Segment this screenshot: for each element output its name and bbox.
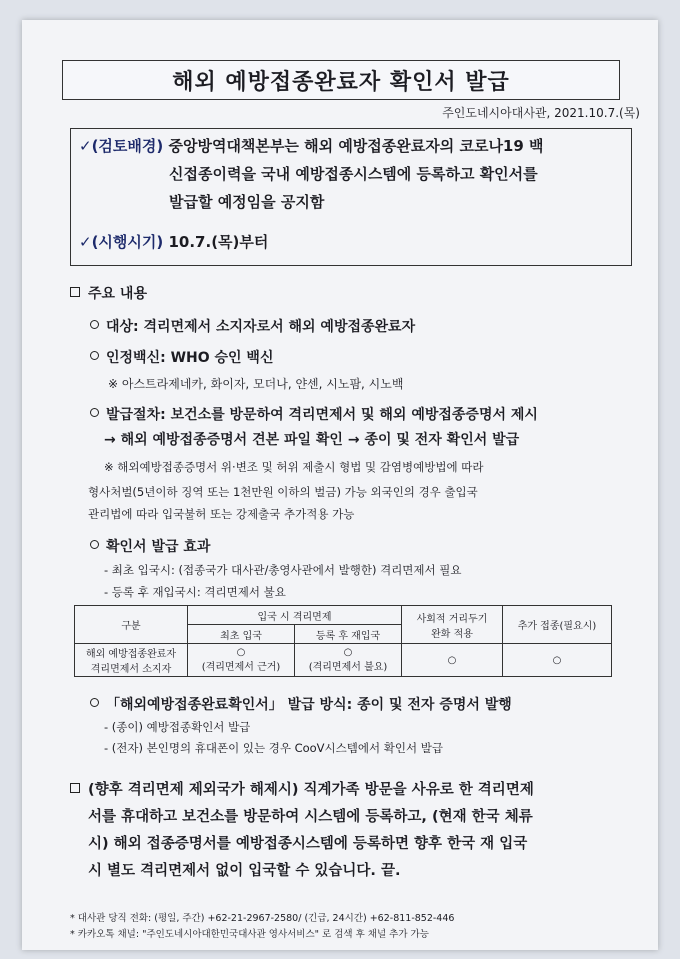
distancing-label-2: 완화 적용 bbox=[431, 628, 473, 640]
table-cell-first-entry bbox=[188, 644, 295, 677]
square-bullet-icon bbox=[70, 783, 80, 793]
distancing-label-1: 사회적 거리두기 bbox=[416, 613, 488, 625]
procedure-note-1: ※ 해외예방접종증명서 위·변조 및 허위 제출시 형법 및 감염병예방법에 따라 bbox=[104, 460, 484, 474]
background-line-1: 중앙방역대책본부는 해외 예방접종완료자의 코로나19 백 bbox=[168, 137, 544, 155]
issue-method-item bbox=[90, 694, 512, 714]
circle-bullet-icon bbox=[90, 351, 99, 360]
effective-label: (시행시기) bbox=[91, 233, 164, 251]
effect-text: 확인서 발급 효과 bbox=[106, 539, 211, 555]
closing-text-1: (향후 격리면제 제외국가 해제시) 직계가족 방문을 사유로 한 격리면제 bbox=[88, 782, 534, 798]
row-label-2: 격리면제서 소지자 bbox=[90, 664, 172, 675]
circle-bullet-icon bbox=[90, 408, 99, 417]
table-row bbox=[75, 644, 612, 677]
effective-row bbox=[79, 229, 268, 255]
main-heading bbox=[70, 283, 147, 303]
vaccine-text: 인정백신: WHO 승인 백신 bbox=[106, 350, 274, 366]
circle-bullet-icon bbox=[90, 320, 99, 329]
first-entry-note: (격리면제서 근거) bbox=[201, 662, 281, 673]
table-row bbox=[75, 606, 612, 625]
background-label: (검토배경) bbox=[91, 137, 164, 155]
background-line-2: 신접종이력을 국내 예방접종시스템에 등록하고 확인서를 bbox=[169, 165, 538, 183]
background-row bbox=[79, 133, 544, 159]
procedure-line-1: 발급절차: 보건소를 방문하여 격리면제서 및 해외 예방접종증명서 제시 bbox=[106, 407, 538, 423]
closing-line-1 bbox=[70, 778, 534, 799]
circle-mark: ○ bbox=[236, 647, 246, 658]
effect-reentry: - 등록 후 재입국시: 격리면제서 불요 bbox=[104, 585, 286, 599]
table-header-reentry: 등록 후 재입국 bbox=[295, 625, 402, 644]
check-icon: ✓ bbox=[79, 233, 92, 251]
footer-kakao: * 카카오톡 채널: "주인도네시아대한민국대사관 영사서비스" 로 검색 후 채널 추가 가능 bbox=[70, 929, 429, 940]
table-header-distancing bbox=[402, 606, 503, 644]
title-text: 해외 예방접종완료자 확인서 발급 bbox=[172, 69, 510, 95]
procedure-line-2: → 해외 예방접종증명서 견본 파일 확인 → 종이 및 전자 확인서 발급 bbox=[104, 432, 520, 448]
background-box bbox=[70, 128, 632, 266]
vaccine-list: ※ 아스트라제네카, 화이자, 모더나, 얀센, 시노팜, 시노백 bbox=[108, 377, 404, 391]
effect-table bbox=[74, 605, 612, 677]
closing-line-3: 시) 해외 접종증명서를 예방접종시스템에 등록하면 향후 한국 재 입국 bbox=[88, 836, 528, 852]
circle-bullet-icon bbox=[90, 540, 99, 549]
circle-mark: ○ bbox=[343, 647, 353, 658]
table-cell-reentry bbox=[295, 644, 402, 677]
check-icon: ✓ bbox=[79, 137, 92, 155]
table-header-first-entry: 최초 입국 bbox=[188, 625, 295, 644]
procedure-item bbox=[90, 404, 538, 424]
effect-first-entry: - 최초 입국시: (접종국가 대사관/총영사관에서 발행한) 격리면제서 필요 bbox=[104, 563, 462, 577]
square-bullet-icon bbox=[70, 287, 80, 297]
vaccine-item bbox=[90, 347, 273, 367]
table-cell-distancing: ○ bbox=[402, 644, 503, 677]
circle-bullet-icon bbox=[90, 698, 99, 707]
dateline: 주인도네시아대사관, 2021.10.7.(목) bbox=[442, 106, 640, 120]
closing-line-2: 서를 휴대하고 보건소를 방문하여 시스템에 등록하고, (현재 한국 체류 bbox=[88, 809, 533, 825]
background-line-3: 발급할 예정임을 공지함 bbox=[169, 193, 325, 211]
issue-method-text: 「해외예방접종완료확인서」 발급 방식: 종이 및 전자 증명서 발행 bbox=[106, 697, 512, 713]
footer-phone: * 대사관 당직 전화: (평일, 주간) +62-21-2967-2580/ (긴급, 24시간) +62-811-852-446 bbox=[70, 913, 455, 924]
main-heading-text: 주요 내용 bbox=[88, 286, 147, 302]
table-header-extra: 추가 접종(필요시) bbox=[503, 606, 612, 644]
effective-date: 10.7.(목)부터 bbox=[168, 233, 269, 251]
row-label-1: 해외 예방접종완료자 bbox=[85, 649, 177, 660]
closing-line-4: 시 별도 격리면제서 없이 입국할 수 있습니다. 끝. bbox=[88, 863, 401, 879]
target-text: 대상: 격리면제서 소지자로서 해외 예방접종완료자 bbox=[106, 319, 416, 335]
issue-paper: - (종이) 예방접종확인서 발급 bbox=[104, 720, 251, 734]
table-row-label bbox=[75, 644, 188, 677]
procedure-note-3: 관리법에 따라 입국불허 또는 강제출국 추가적용 가능 bbox=[88, 507, 355, 521]
document-title bbox=[62, 60, 620, 100]
effect-item bbox=[90, 536, 210, 556]
target-item bbox=[90, 316, 415, 336]
reentry-note: (격리면제서 불요) bbox=[308, 662, 388, 673]
table-header-quarantine: 입국 시 격리면제 bbox=[188, 606, 402, 625]
issue-electronic: - (전자) 본인명의 휴대폰이 있는 경우 CooV시스템에서 확인서 발급 bbox=[104, 741, 443, 755]
procedure-note-2: 형사처벌(5년이하 징역 또는 1천만원 이하의 벌금) 가능 외국인의 경우 출입국 bbox=[88, 485, 478, 499]
table-cell-extra: ○ bbox=[503, 644, 612, 677]
table-header-category: 구분 bbox=[75, 606, 188, 644]
